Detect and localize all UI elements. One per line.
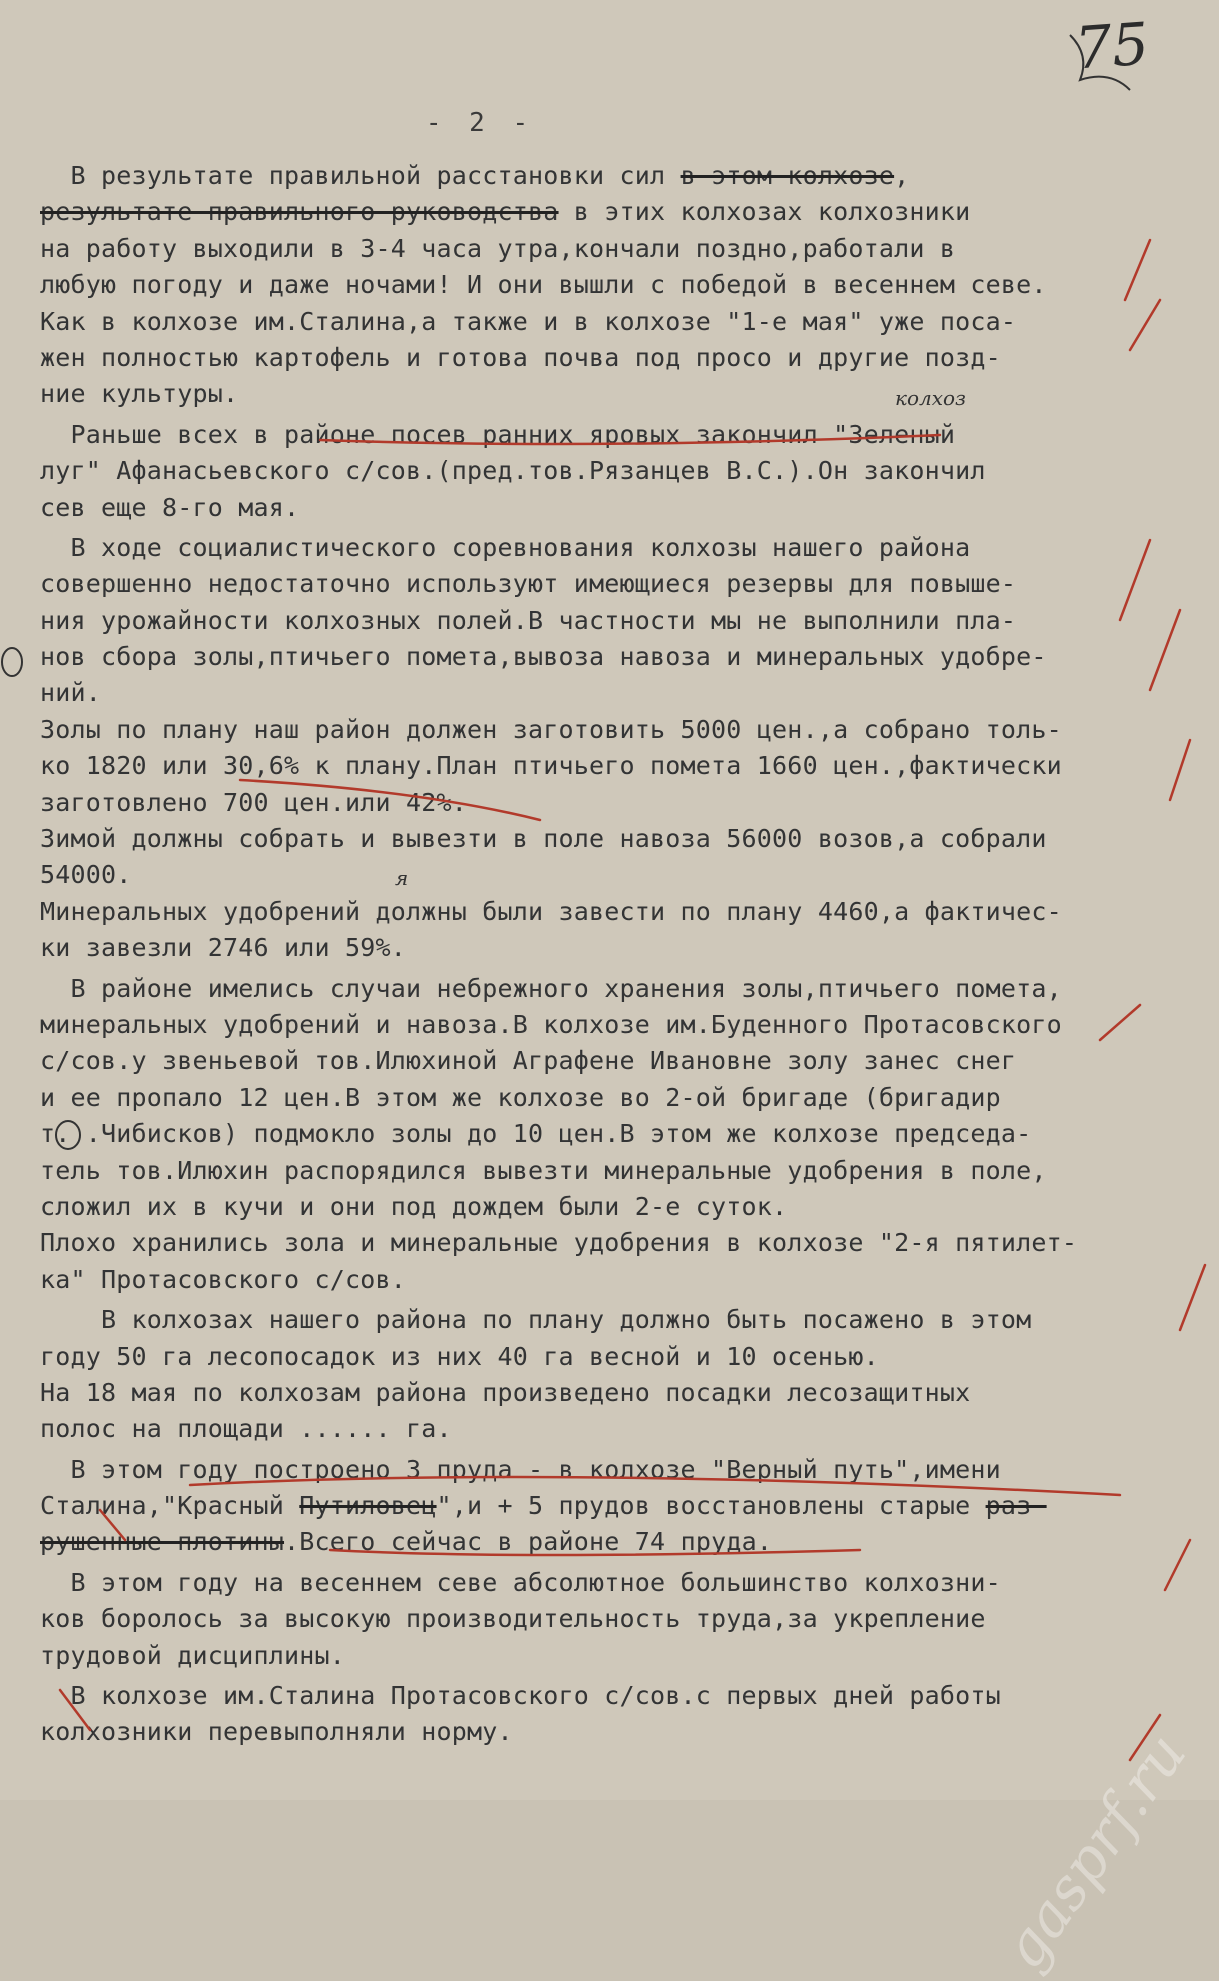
folio-number: 75: [1072, 9, 1152, 83]
text-segment: полос на площади ...... га.: [40, 1414, 452, 1444]
text-line: [40, 785, 1190, 821]
text-segment: т. .Чибисков) подмокло золы до 10 цен.В этом же колхозе председа-: [40, 1119, 1032, 1149]
text-segment: В колхозах нашего района по плану должно быть посажено в этом: [40, 1305, 1032, 1335]
text-line: [40, 1678, 1190, 1714]
text-line: [40, 194, 1190, 230]
text-line: [40, 1411, 1190, 1447]
text-line: [40, 1565, 1190, 1601]
text-segment: трудовой дисциплины.: [40, 1640, 346, 1670]
text-segment: на работу выходили в 3-4 часа утра,кончали поздно,работали в: [40, 233, 956, 263]
text-line: [40, 1488, 1190, 1524]
text-segment: В результате правильной расстановки сил: [40, 161, 681, 190]
text-segment: нов сбора золы,птичьего помета,вывоза навоза и минеральных удобре-: [40, 642, 1047, 672]
text-line: [40, 417, 1190, 453]
text-segment: и ее пропало 12 цен.В этом же колхозе во 2-ой бригаде (бригадир: [40, 1082, 1001, 1112]
text-segment: совершенно недостаточно используют имеющиеся резервы для повыше-: [40, 569, 1017, 599]
text-line: [40, 1601, 1190, 1637]
text-line: [40, 1524, 1190, 1560]
text-line: [40, 1714, 1190, 1750]
text-line: [40, 1339, 1190, 1375]
text-segment: жен полностью картофель и готова почва под просо и другие позд-: [40, 342, 1001, 372]
text-segment: ,: [894, 161, 925, 190]
text-line: [40, 1116, 1190, 1152]
text-line: [40, 530, 1190, 566]
text-line: [40, 712, 1190, 748]
marginal-note-ya: я: [395, 866, 409, 890]
text-segment: в этих колхозах колхозники: [558, 197, 971, 227]
text-segment: ",и + 5 прудов восстановлены старые: [436, 1491, 986, 1521]
struck-text: в этом колхозе: [680, 161, 895, 190]
text-segment: Плохо хранились зола и минеральные удобрения в колхозе "2-я пятилет-: [40, 1228, 1078, 1258]
text-segment: ния урожайности колхозных полей.В частности мы не выполнили пла-: [40, 605, 1017, 635]
text-line: [40, 1375, 1190, 1411]
text-segment: В ходе социалистического соревнования колхозы нашего района: [40, 532, 971, 562]
text-segment: колхозники перевыполняли норму.: [40, 1717, 513, 1747]
text-segment: 54000.: [40, 860, 132, 890]
text-line: [40, 675, 1190, 711]
text-line: [40, 603, 1190, 639]
text-segment: сев еще 8-го мая.: [40, 492, 300, 522]
text-segment: Как в колхозе им.Сталина,а также и в колхозе "1-е мая" уже поса-: [40, 306, 1017, 336]
text-line: [40, 566, 1190, 602]
text-line: [40, 1043, 1190, 1079]
text-segment: минеральных удобрений и навоза.В колхозе им.Буденного Протасовского: [40, 1009, 1062, 1039]
text-segment: На 18 мая по колхозам района произведено посадки лесозащитных: [40, 1377, 971, 1407]
marginal-note-kolkhoz: колхоз: [895, 386, 966, 410]
text-line: [40, 340, 1190, 376]
text-line: [40, 1007, 1190, 1043]
text-line: [40, 748, 1190, 784]
text-line: [40, 1452, 1190, 1488]
document-text: [40, 158, 1190, 1751]
text-line: [40, 1189, 1190, 1225]
text-segment: Золы по плану наш район должен заготовить 5000 цен.,а собрано толь-: [40, 714, 1062, 744]
struck-text: Путиловец: [299, 1491, 437, 1521]
text-line: [40, 376, 1190, 412]
text-line: [40, 1153, 1190, 1189]
text-line: [40, 267, 1190, 303]
text-segment: заготовлено 700 цен.или 42%.: [40, 787, 468, 817]
text-line: [40, 231, 1190, 267]
text-segment: В этом году построено 3 пруда - в колхозе "Верный путь",имени: [40, 1454, 1001, 1484]
text-segment: ки завезли 2746 или 59%.: [40, 933, 407, 963]
text-line: [40, 490, 1190, 526]
text-line: [40, 639, 1190, 675]
text-line: [40, 158, 1190, 194]
text-line: [40, 821, 1190, 857]
text-segment: Зимой должны собрать и вывезти в поле навоза 56000 возов,а собрали: [40, 824, 1047, 854]
struck-text: результате правильного руководства: [40, 197, 559, 227]
page-number: - 2 -: [425, 108, 535, 138]
text-line: [40, 1262, 1190, 1298]
text-segment: .Всего сейчас в районе 74 пруда.: [284, 1527, 773, 1557]
text-segment: луг" Афанасьевского с/сов.(пред.тов.Рязанцев В.С.).Он закончил: [40, 456, 986, 486]
text-segment: В этом году на весеннем севе абсолютное большинство колхозни-: [40, 1567, 1001, 1597]
text-segment: сложил их в кучи и они под дождем были 2-е суток.: [40, 1191, 788, 1221]
text-line: [40, 1225, 1190, 1261]
text-line: [40, 1080, 1190, 1116]
text-line: [40, 971, 1190, 1007]
text-line: [40, 930, 1190, 966]
text-line: [40, 894, 1190, 930]
text-segment: с/сов.у звеньевой тов.Илюхиной Аграфене Ивановне золу занес снег: [40, 1046, 1017, 1076]
text-segment: ние культуры.: [40, 379, 239, 409]
text-segment: тель тов.Илюхин распорядился вывезти минеральные удобрения в поле,: [40, 1155, 1047, 1185]
text-segment: В районе имелись случаи небрежного хранения золы,птичьего помета,: [40, 973, 1062, 1003]
text-line: [40, 857, 1190, 893]
text-line: [40, 1638, 1190, 1674]
text-segment: году 50 га лесопосадок из них 40 га весной и 10 осенью.: [40, 1341, 879, 1371]
struck-text: рушенные плотины: [40, 1527, 285, 1557]
text-line: [40, 304, 1190, 340]
text-segment: любую погоду и даже ночами! И они вышли с победой в весеннем севе.: [40, 270, 1047, 300]
text-segment: ка" Протасовского с/сов.: [40, 1264, 407, 1294]
struck-text: раз-: [985, 1491, 1047, 1521]
text-segment: ко 1820 или 30,6% к плану.План птичьего помета 1660 цен.,фактически: [40, 751, 1062, 781]
text-segment: Раньше всех в районе посев ранних яровых закончил "Зеленый: [40, 419, 956, 449]
text-line: [40, 453, 1190, 489]
text-segment: ний.: [40, 678, 102, 708]
text-segment: Сталина,"Красный: [40, 1491, 300, 1521]
text-segment: ков боролось за высокую производительность труда,за укрепление: [40, 1604, 986, 1634]
watermark: gasprf.ru: [988, 1720, 1199, 1981]
text-line: [40, 1302, 1190, 1338]
text-segment: Минеральных удобрений должны были завести по плану 4460,а фактичес-: [40, 896, 1062, 926]
text-segment: В колхозе им.Сталина Протасовского с/сов.с первых дней работы: [40, 1681, 1001, 1711]
